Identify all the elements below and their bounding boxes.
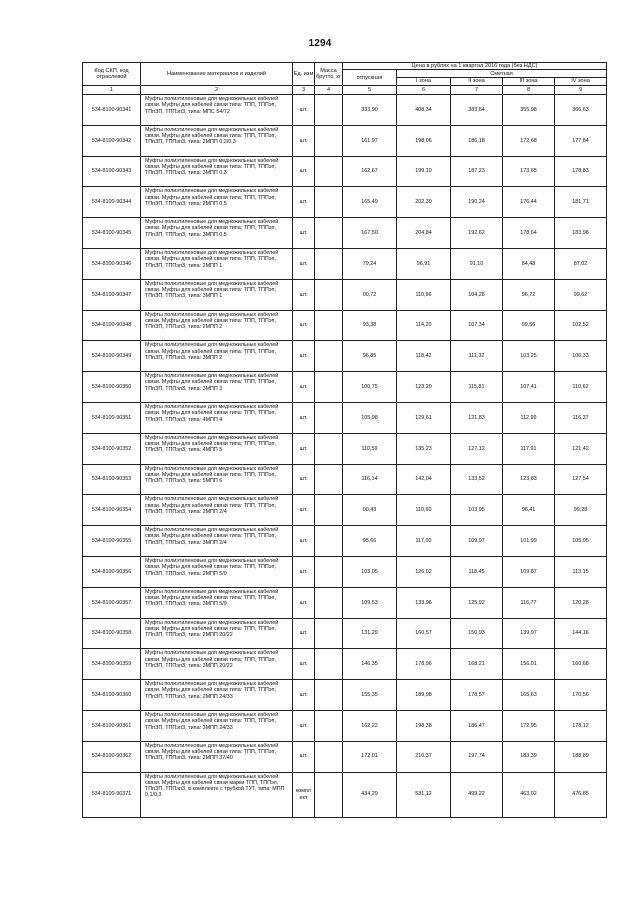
zone-1-price: 204,84	[397, 218, 451, 249]
release-price: 110,59	[343, 433, 397, 464]
product-name	[141, 618, 293, 649]
product-code: 534-8100-90346	[83, 248, 141, 279]
header-zone-2: II зона	[451, 78, 503, 86]
zone-1-price: 126,02	[397, 556, 451, 587]
unit-cell: шт.	[293, 495, 315, 526]
mass-cell	[315, 741, 343, 772]
table-row	[83, 464, 607, 495]
mass-cell	[315, 402, 343, 433]
product-code: 534-8100-90355	[83, 526, 141, 557]
table-row	[83, 341, 607, 372]
zone-4-price: 170,56	[555, 680, 607, 711]
mass-cell	[315, 556, 343, 587]
zone-1-price: 408,34	[397, 95, 451, 126]
release-price: 172,01	[343, 741, 397, 772]
header-estimate-group: Сметная	[397, 70, 607, 78]
product-name	[141, 95, 293, 126]
zone-3-price: 103,25	[503, 341, 555, 372]
mass-cell	[315, 526, 343, 557]
release-price: 165,49	[343, 187, 397, 218]
column-number: 8	[503, 86, 555, 95]
zone-3-price: 176,44	[503, 187, 555, 218]
product-name	[141, 218, 293, 249]
product-name-text: Муфты полиэтиленовые для медножильных кабелей связи. Муфты для кабелей связи типа: ТПП, ТППэп, ТПпЗП, ТППэпЗ, типа: 2МПП 24/33	[145, 681, 279, 700]
release-price: 131,29	[343, 618, 397, 649]
table-row	[83, 680, 607, 711]
zone-2-price: 91,10	[451, 248, 503, 279]
zone-3-price: 165,63	[503, 680, 555, 711]
product-code: 534-8100-90350	[83, 372, 141, 403]
mass-cell	[315, 95, 343, 126]
mass-cell	[315, 372, 343, 403]
zone-4-price: 121,42	[555, 433, 607, 464]
zone-1-price: 160,57	[397, 618, 451, 649]
zone-4-price: 99,62	[555, 279, 607, 310]
zone-2-price: 133,52	[451, 464, 503, 495]
product-name	[141, 464, 293, 495]
zone-2-price: 187,23	[451, 156, 503, 187]
product-name-text: Муфты полиэтиленовые для медножильных кабелей связи. Муфты для кабелей связи типа: ТПП, ТППэп, ТПпЗП, ТППэпЗ, типа: 3МПП 24/33	[145, 711, 279, 731]
zone-4-price: 144,16	[555, 618, 607, 649]
product-name	[141, 495, 293, 526]
product-name	[141, 526, 293, 557]
product-name	[141, 187, 293, 218]
product-name-text: Муфты полиэтиленовые для медножильных кабелей связи. Муфты для кабелей связи типа: ТПП, ТППэп, ТПпЗП, ТППэпЗ, типа: 2МПП 5/9	[145, 557, 279, 577]
release-price: 93,38	[343, 310, 397, 341]
release-price: 146,35	[343, 649, 397, 680]
zone-1-price: 114,20	[397, 310, 451, 341]
column-number: 2	[141, 86, 293, 95]
unit-cell: шт.	[293, 680, 315, 711]
header-zone-4: IV зона	[555, 78, 607, 86]
zone-2-price: 190,24	[451, 187, 503, 218]
zone-4-price: 110,62	[555, 372, 607, 403]
zone-1-price: 110,96	[397, 279, 451, 310]
header-release: отпускная	[343, 70, 397, 86]
zone-4-price: 177,84	[555, 125, 607, 156]
mass-cell	[315, 279, 343, 310]
unit-cell: шт.	[293, 218, 315, 249]
release-price: 116,14	[343, 464, 397, 495]
zone-1-price: 123,20	[397, 372, 451, 403]
product-name	[141, 248, 293, 279]
product-name-text: Муфты полиэтиленовые для медножильных кабелей связи. Муфты для кабелей связи типа: ТПП, ТППэп, ТПпЗП, ТППэпЗ, типа: 2МПП 2/4	[145, 496, 279, 515]
zone-3-price: 109,87	[503, 556, 555, 587]
zone-1-price: 210,37	[397, 741, 451, 772]
unit-cell: шт.	[293, 556, 315, 587]
unit-cell: шт.	[293, 526, 315, 557]
product-code: 534-8100-90343	[83, 156, 141, 187]
unit-cell: шт.	[293, 95, 315, 126]
column-number: 5	[343, 86, 397, 95]
zone-3-price: 172,95	[503, 710, 555, 741]
zone-2-price: 127,12	[451, 433, 503, 464]
unit-cell: шт.	[293, 248, 315, 279]
mass-cell	[315, 587, 343, 618]
zone-4-price: 113,15	[555, 556, 607, 587]
release-price: 162,67	[343, 156, 397, 187]
zone-1-price: 202,39	[397, 187, 451, 218]
table-row	[83, 433, 607, 464]
table-row	[83, 125, 607, 156]
release-price: 434,29	[343, 772, 397, 817]
zone-2-price: 499,22	[451, 772, 503, 817]
product-name-text: Муфты полиэтиленовые для медножильных кабелей связи. Муфты для кабелей связи типа: ТПП, ТППэп, ТПпЗП, ТППэпЗ, типа: 3МПП 0,3	[145, 157, 279, 177]
zone-3-price: 101,99	[503, 526, 555, 557]
product-name-text: Муфты полиэтиленовые для медножильных кабелей связи. Муфты для кабелей связи марки ТПП, ТППэп, ТПпЗП, ТППэпЗ, в комплекте с трубкой ТУТ, типа: МПП 0,1/0,3	[145, 773, 285, 799]
product-code: 534-8100-90353	[83, 464, 141, 495]
product-name	[141, 279, 293, 310]
zone-3-price: 183,39	[503, 741, 555, 772]
table-row	[83, 587, 607, 618]
mass-cell	[315, 433, 343, 464]
header-zone-3: III зона	[503, 78, 555, 86]
zone-1-price: 178,96	[397, 649, 451, 680]
product-code: 534-8100-90347	[83, 279, 141, 310]
table-row	[83, 372, 607, 403]
release-price: 155,35	[343, 680, 397, 711]
product-name-text: Муфты полиэтиленовые для медножильных кабелей связи. Муфты для кабелей связи типа: ТПП, ТППэп, ТПпЗП, ТППэпЗ, типа: МПС 54/72	[145, 96, 279, 115]
zone-1-price: 198,06	[397, 125, 451, 156]
header-name: Наименование материалов и изделий	[141, 63, 293, 86]
zone-3-price: 117,91	[503, 433, 555, 464]
unit-cell: шт.	[293, 402, 315, 433]
zone-2-price: 103,95	[451, 495, 503, 526]
zone-2-price: 178,57	[451, 680, 503, 711]
product-code: 534-8100-90342	[83, 125, 141, 156]
product-code: 534-8100-90352	[83, 433, 141, 464]
zone-1-price: 189,98	[397, 680, 451, 711]
table-row	[83, 156, 607, 187]
zone-4-price: 116,37	[555, 402, 607, 433]
product-name	[141, 587, 293, 618]
product-code: 534-8100-90351	[83, 402, 141, 433]
header-code: Код СКП, код отраслевой	[83, 63, 141, 86]
zone-2-price: 150,93	[451, 618, 503, 649]
product-name-text: Муфты полиэтиленовые для медножильных кабелей связи. Муфты для кабелей связи типа: ТПП, ТППэп, ТПпЗП, ТППэпЗ, типа: 2МПП 0,5	[145, 188, 279, 207]
zone-3-price: 96,41	[503, 495, 555, 526]
product-name	[141, 772, 293, 817]
header-zone-1: I зона	[397, 78, 451, 86]
product-name-text: Муфты полиэтиленовые для медножильных кабелей связи. Муфты для кабелей связи типа: ТПП, ТППэп, ТПпЗП, ТППэпЗ, типа: 3МПП 5/9	[145, 588, 279, 608]
mass-cell	[315, 772, 343, 817]
zone-1-price: 96,91	[397, 248, 451, 279]
table-row	[83, 710, 607, 741]
unit-cell: шт.	[293, 341, 315, 372]
zone-3-price: 178,64	[503, 218, 555, 249]
zone-4-price: 181,71	[555, 187, 607, 218]
zone-4-price: 178,12	[555, 710, 607, 741]
product-name-text: Муфты полиэтиленовые для медножильных кабелей связи. Муфты для кабелей связи типа: ТПП, ТППэп, ТПпЗП, ТППэпЗ, типа: 3МПП 20/22	[145, 650, 279, 669]
zone-4-price: 188,89	[555, 741, 607, 772]
release-price: 162,22	[343, 710, 397, 741]
mass-cell	[315, 248, 343, 279]
unit-cell: шт.	[293, 125, 315, 156]
zone-3-price: 99,56	[503, 310, 555, 341]
mass-cell	[315, 156, 343, 187]
unit-cell: шт.	[293, 433, 315, 464]
zone-3-price: 107,41	[503, 372, 555, 403]
release-price: 161,97	[343, 125, 397, 156]
column-number: 3	[293, 86, 315, 95]
product-code: 534-8100-90356	[83, 556, 141, 587]
release-price: 109,53	[343, 587, 397, 618]
unit-cell: шт.	[293, 187, 315, 218]
product-name-text: Муфты полиэтиленовые для медножильных кабелей связи. Муфты для кабелей связи типа: ТПП, ТППэп, ТПпЗП, ТППэпЗ, типа: 3МПП 0,5	[145, 219, 279, 238]
table-row	[83, 772, 607, 817]
mass-cell	[315, 495, 343, 526]
unit-cell: шт.	[293, 279, 315, 310]
table-row	[83, 526, 607, 557]
product-name-text: Муфты полиэтиленовые для медножильных кабелей связи. Муфты для кабелей связи типа: ТПП, ТППэп, ТПпЗП, ТППэпЗ, типа: 3МПП 1	[145, 280, 279, 300]
release-price: 100,75	[343, 372, 397, 403]
product-name	[141, 710, 293, 741]
table-row	[83, 741, 607, 772]
column-number: 6	[397, 86, 451, 95]
product-code: 534-8100-90371	[83, 772, 141, 817]
product-name-text: Муфты полиэтиленовые для медножильных кабелей связи. Муфты для кабелей связи типа: ТПП, ТППэп, ТПпЗП, ТППэпЗ, типа: 4МПП 4	[145, 403, 279, 423]
zone-3-price: 116,77	[503, 587, 555, 618]
unit-cell: шт.	[293, 649, 315, 680]
zone-2-price: 168,21	[451, 649, 503, 680]
product-code: 534-8100-90345	[83, 218, 141, 249]
mass-cell	[315, 125, 343, 156]
header-mass: Масса брутто, кг	[315, 63, 343, 86]
zone-4-price: 160,68	[555, 649, 607, 680]
mass-cell	[315, 710, 343, 741]
mass-cell	[315, 649, 343, 680]
zone-2-price: 125,92	[451, 587, 503, 618]
zone-2-price: 186,47	[451, 710, 503, 741]
table-row	[83, 218, 607, 249]
unit-cell: шт.	[293, 156, 315, 187]
release-price: 90,43	[343, 495, 397, 526]
zone-2-price: 111,32	[451, 341, 503, 372]
table-row	[83, 556, 607, 587]
product-name	[141, 556, 293, 587]
mass-cell	[315, 218, 343, 249]
product-name	[141, 125, 293, 156]
product-code: 534-8100-90344	[83, 187, 141, 218]
zone-4-price: 106,33	[555, 341, 607, 372]
product-name	[141, 649, 293, 680]
column-numbers-row	[83, 86, 607, 95]
zone-1-price: 135,23	[397, 433, 451, 464]
product-code: 534-8100-90358	[83, 618, 141, 649]
unit-cell: шт.	[293, 372, 315, 403]
product-name	[141, 310, 293, 341]
mass-cell	[315, 310, 343, 341]
price-table	[82, 62, 607, 818]
product-name-text: Муфты полиэтиленовые для медножильных кабелей связи. Муфты для кабелей связи типа: ТПП, ТППэп, ТПпЗП, ТППэпЗ, типа: 2МПП 0,2/0,3	[145, 126, 279, 146]
zone-2-price: 109,97	[451, 526, 503, 557]
zone-1-price: 129,61	[397, 402, 451, 433]
product-code: 534-8100-90361	[83, 710, 141, 741]
product-code: 534-8100-90359	[83, 649, 141, 680]
product-code: 534-8100-90357	[83, 587, 141, 618]
zone-1-price: 118,42	[397, 341, 451, 372]
product-name-text: Муфты полиэтиленовые для медножильных кабелей связи. Муфты для кабелей связи типа: ТПП, ТППэп, ТПпЗП, ТППэпЗ, типа: 3МПП 2/4	[145, 527, 279, 546]
product-name	[141, 741, 293, 772]
zone-4-price: 178,83	[555, 156, 607, 187]
zone-2-price: 121,83	[451, 402, 503, 433]
header-price-group: Цена в рублях на 1 квартал 2016 года (без НДС)	[343, 63, 607, 70]
table-row	[83, 95, 607, 126]
zone-3-price: 355,98	[503, 95, 555, 126]
product-name-text: Муфты полиэтиленовые для медножильных кабелей связи. Муфты для кабелей связи типа: ТПП, ТППэп, ТПпЗП, ТППэпЗ, типа: 4МПП 5	[145, 434, 279, 454]
release-price: 105,98	[343, 402, 397, 433]
product-code: 534-8100-90348	[83, 310, 141, 341]
table-row	[83, 279, 607, 310]
product-name	[141, 372, 293, 403]
unit-cell: шт.	[293, 310, 315, 341]
zone-3-price: 84,48	[503, 248, 555, 279]
product-name	[141, 402, 293, 433]
zone-1-price: 133,96	[397, 587, 451, 618]
zone-4-price: 99,28	[555, 495, 607, 526]
mass-cell	[315, 464, 343, 495]
zone-3-price: 156,01	[503, 649, 555, 680]
release-price: 79,24	[343, 248, 397, 279]
zone-4-price: 102,52	[555, 310, 607, 341]
header-unit: Ед. изм	[293, 63, 315, 86]
zone-2-price: 115,81	[451, 372, 503, 403]
product-name-text: Муфты полиэтиленовые для медножильных кабелей связи. Муфты для кабелей связи типа: ТПП, ТППэп, ТПпЗП, ТППэпЗ, типа: 5МПП 6	[145, 465, 279, 485]
zone-4-price: 127,54	[555, 464, 607, 495]
zone-1-price: 199,19	[397, 156, 451, 187]
mass-cell	[315, 680, 343, 711]
unit-cell: шт.	[293, 618, 315, 649]
column-number: 7	[451, 86, 503, 95]
mass-cell	[315, 187, 343, 218]
table-row	[83, 495, 607, 526]
zone-1-price: 142,04	[397, 464, 451, 495]
mass-cell	[315, 341, 343, 372]
zone-4-price: 87,02	[555, 248, 607, 279]
table-row	[83, 187, 607, 218]
release-price: 333,90	[343, 95, 397, 126]
release-price: 96,85	[343, 341, 397, 372]
table-row	[83, 310, 607, 341]
table-row	[83, 248, 607, 279]
zone-3-price: 463,02	[503, 772, 555, 817]
product-name	[141, 156, 293, 187]
zone-1-price: 531,12	[397, 772, 451, 817]
table-row	[83, 402, 607, 433]
zone-4-price: 120,28	[555, 587, 607, 618]
product-name-text: Муфты полиэтиленовые для медножильных кабелей связи. Муфты для кабелей связи типа: ТПП, ТППэп, ТПпЗП, ТППэпЗ, типа: 2МПП 2	[145, 311, 279, 331]
product-code: 534-8100-90360	[83, 680, 141, 711]
release-price: 95,66	[343, 526, 397, 557]
zone-3-price: 96,72	[503, 279, 555, 310]
column-number: 1	[83, 86, 141, 95]
product-name-text: Муфты полиэтиленовые для медножильных кабелей связи. Муфты для кабелей связи типа: ТПП, ТППэп, ТПпЗП, ТППэпЗ, типа: 3МПП 2	[145, 342, 279, 361]
zone-2-price: 107,34	[451, 310, 503, 341]
zone-3-price: 139,97	[503, 618, 555, 649]
zone-2-price: 118,45	[451, 556, 503, 587]
zone-2-price: 192,62	[451, 218, 503, 249]
product-code: 534-8100-90349	[83, 341, 141, 372]
zone-2-price: 383,64	[451, 95, 503, 126]
zone-2-price: 104,28	[451, 279, 503, 310]
column-number: 4	[315, 86, 343, 95]
zone-4-price: 476,85	[555, 772, 607, 817]
unit-cell: шт.	[293, 464, 315, 495]
zone-2-price: 186,18	[451, 125, 503, 156]
product-name	[141, 680, 293, 711]
unit-cell: шт.	[293, 587, 315, 618]
product-code: 534-8100-90341	[83, 95, 141, 126]
zone-3-price: 112,99	[503, 402, 555, 433]
unit-cell: шт.	[293, 710, 315, 741]
unit-cell: шт.	[293, 741, 315, 772]
zone-4-price: 366,63	[555, 95, 607, 126]
zone-4-price: 105,05	[555, 526, 607, 557]
product-name-text: Муфты полиэтиленовые для медножильных кабелей связи. Муфты для кабелей связи типа: ТПП, ТППэп, ТПпЗП, ТППэпЗ, типа: 2МПП 1	[145, 249, 279, 269]
release-price: 103,05	[343, 556, 397, 587]
table-row	[83, 649, 607, 680]
unit-cell: компл ект	[293, 772, 315, 817]
zone-3-price: 172,68	[503, 125, 555, 156]
zone-1-price: 110,60	[397, 495, 451, 526]
table-row	[83, 618, 607, 649]
product-code: 534-8100-90362	[83, 741, 141, 772]
page-number: 1294	[308, 38, 332, 49]
product-name	[141, 433, 293, 464]
product-name	[141, 341, 293, 372]
zone-1-price: 198,38	[397, 710, 451, 741]
table-body	[83, 95, 607, 818]
zone-3-price: 123,83	[503, 464, 555, 495]
column-number: 9	[555, 86, 607, 95]
release-price: 167,50	[343, 218, 397, 249]
product-name-text: Муфты полиэтиленовые для медножильных кабелей связи. Муфты для кабелей связи типа: ТПП, ТППэп, ТПпЗП, ТППэпЗ, типа: 3МПП 3	[145, 373, 279, 392]
zone-1-price: 117,00	[397, 526, 451, 557]
release-price: 90,72	[343, 279, 397, 310]
mass-cell	[315, 618, 343, 649]
zone-4-price: 183,98	[555, 218, 607, 249]
zone-2-price: 197,74	[451, 741, 503, 772]
product-code: 534-8100-90354	[83, 495, 141, 526]
product-name-text: Муфты полиэтиленовые для медножильных кабелей связи. Муфты для кабелей связи типа: ТПП, ТППэп, ТПпЗП, ТППэпЗ, типа: 2МПП 20/22	[145, 619, 279, 639]
zone-3-price: 173,65	[503, 156, 555, 187]
product-name-text: Муфты полиэтиленовые для медножильных кабелей связи. Муфты для кабелей связи типа: ТПП, ТППэп, ТПпЗП, ТППэпЗ, типа: 2МПП 37/40	[145, 742, 279, 762]
